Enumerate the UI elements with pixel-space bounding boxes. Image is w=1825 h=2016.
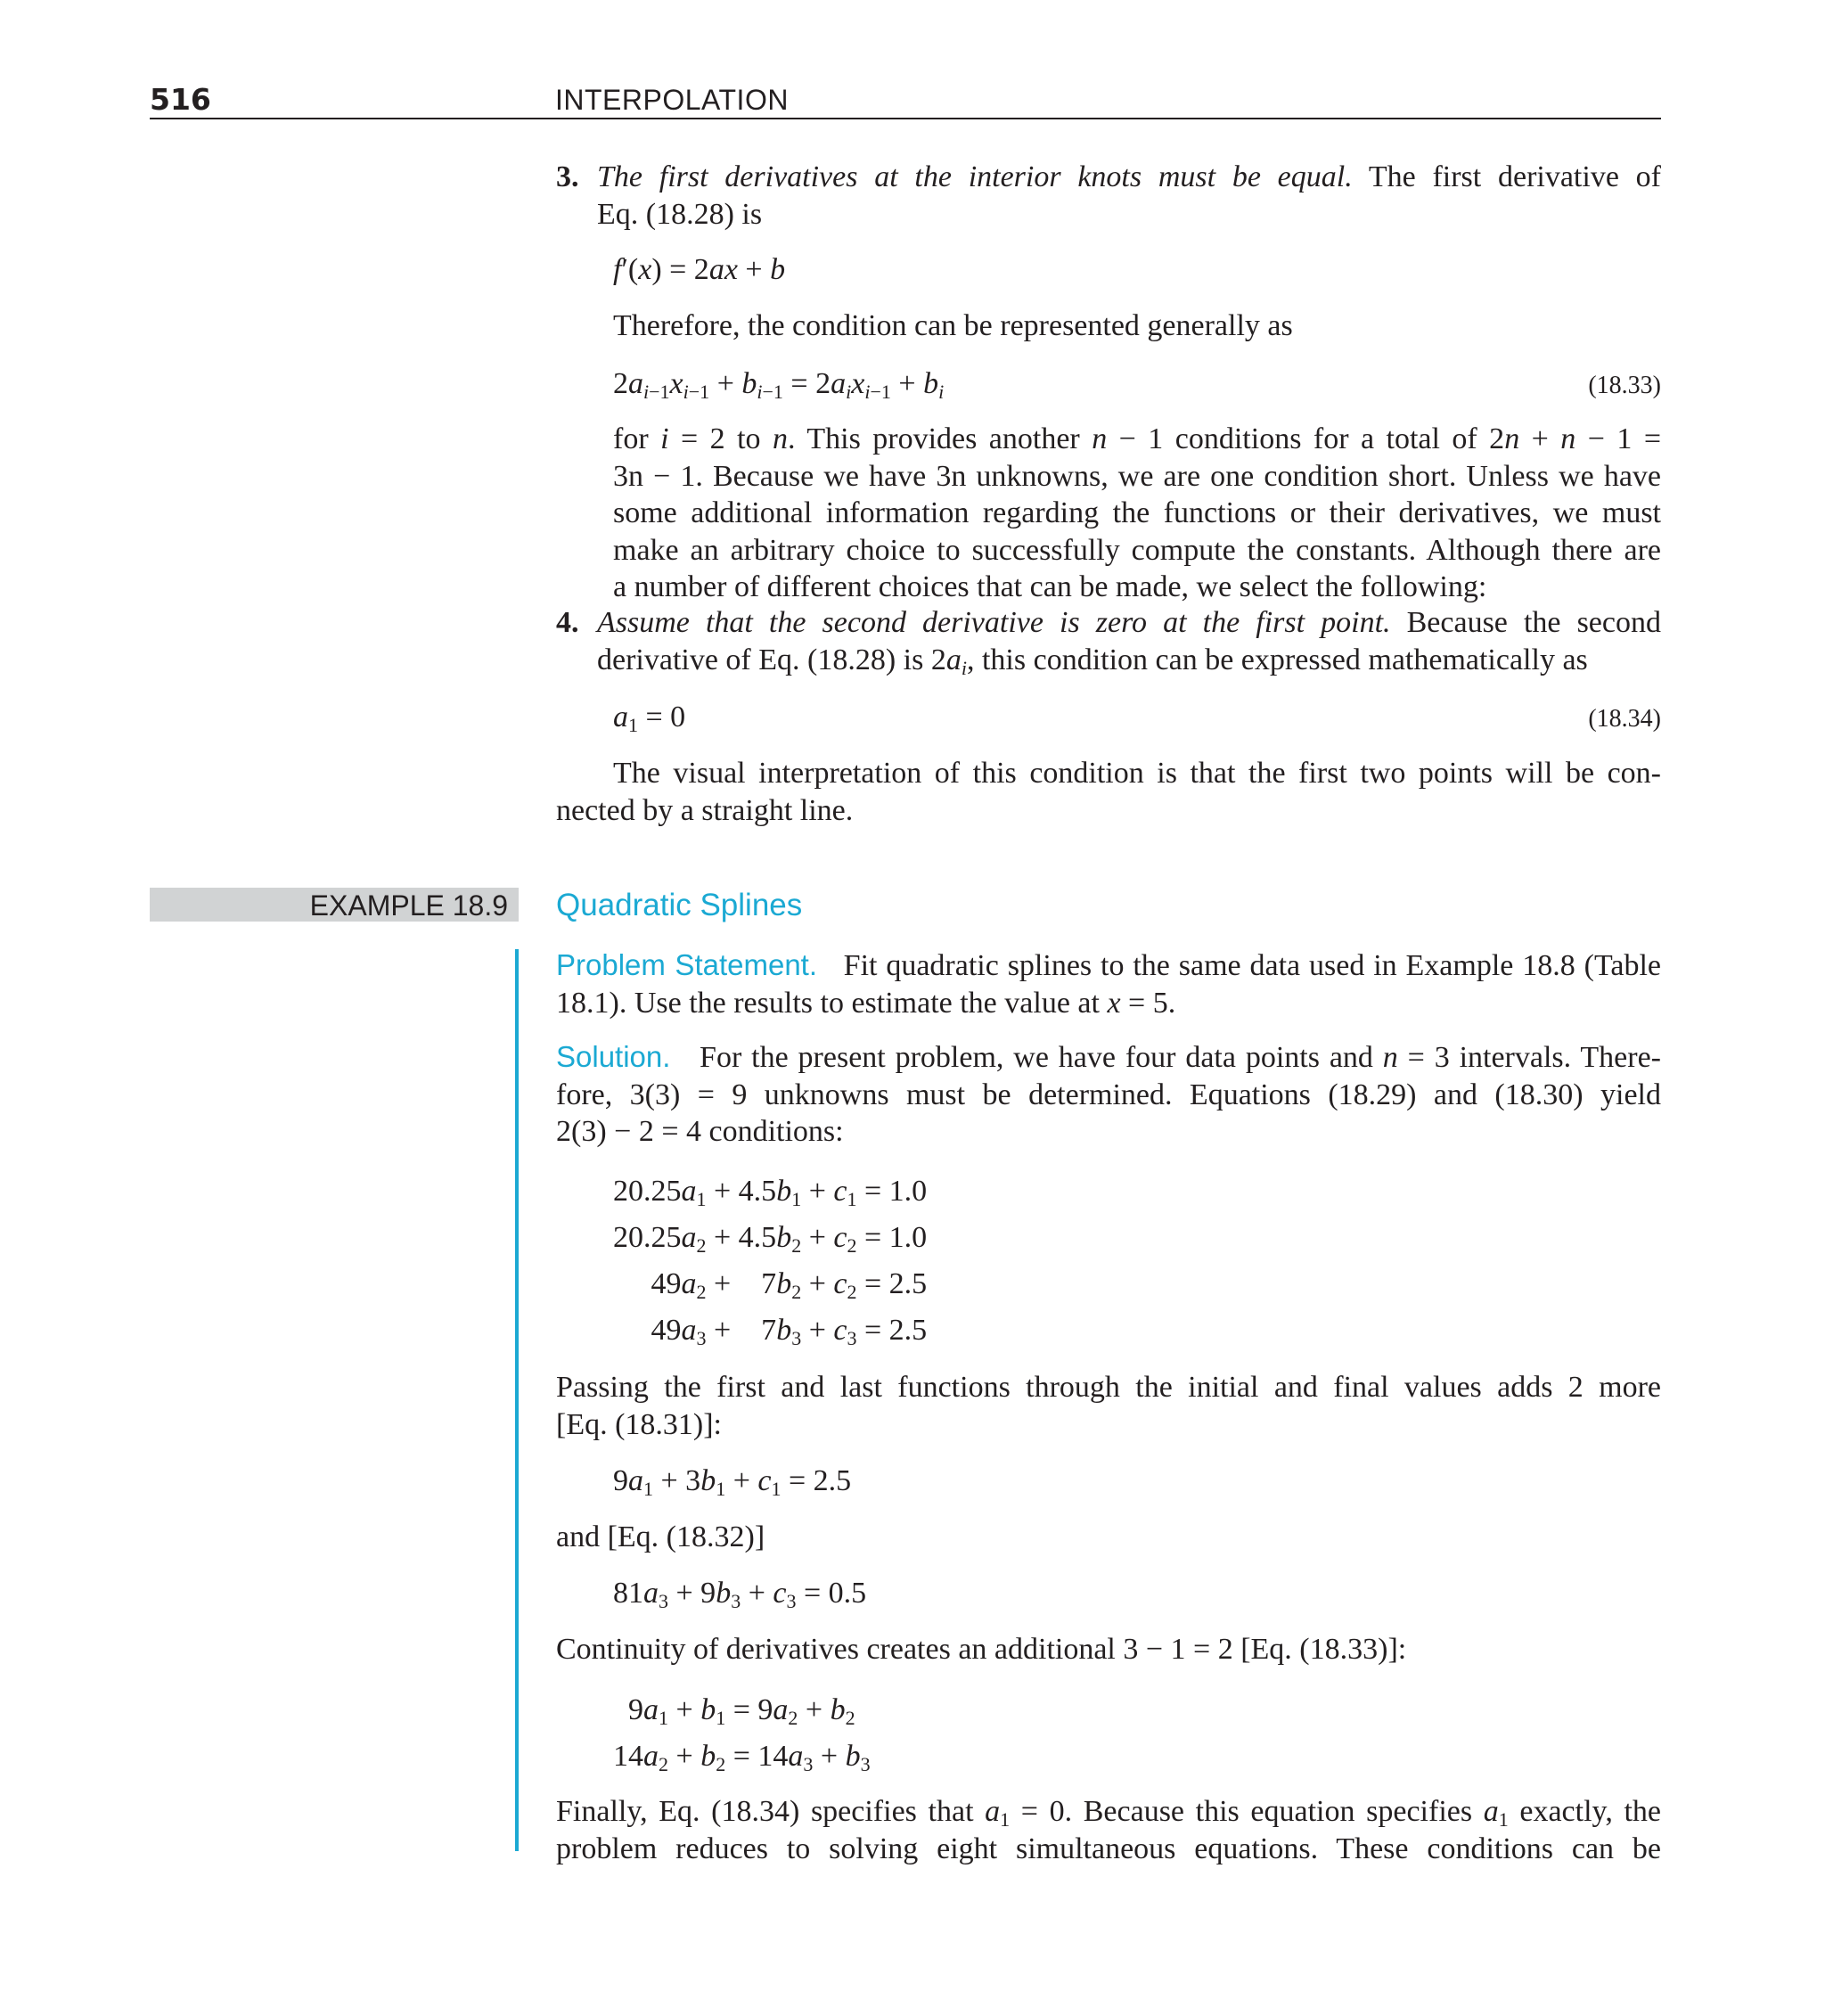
- item-4: [556, 604, 1661, 678]
- eq-18-33: $2a_{i-1}x_{i-1} + b_{i-1} = 2a_ix_{i-1} + b_i$ (18.33): [613, 367, 1661, 403]
- item-4-line-2: derivative of Eq. (18.28) is $2a_i$, this condition can be expressed mathematically as: [597, 643, 1588, 679]
- solution-label: Solution.: [556, 1040, 671, 1073]
- item-3-paragraph: [556, 421, 1661, 606]
- running-head: INTERPOLATION: [555, 84, 789, 116]
- continuity-line: Continuity of derivatives creates an additional 3 − 1 = 2 [Eq. (18.33)]:: [556, 1633, 1407, 1666]
- eq-18-34: $a_1 = 0$ (18.34): [613, 701, 1661, 736]
- example-label: EXAMPLE 18.9: [309, 889, 508, 922]
- example-label-bar: [150, 888, 519, 922]
- example-side-rule: [515, 949, 519, 1851]
- solution: Solution. For the present problem, we have four data points and n = 3 intervals. There- fore, 3(3) = 9 unknowns must be determined. Equations (18.29) and (18.30) yield 2(3) − 2 = 4 conditions:: [556, 1040, 1661, 1148]
- para-line-5: a number of different choices that can be made, we select the following:: [613, 570, 1487, 603]
- example-title: Quadratic Splines: [556, 888, 803, 922]
- eq-final: $81a_3 + 9b_3 + c_3 = 0.5$: [613, 1577, 867, 1612]
- para-line-2: 3n − 1. Because we have 3n unknowns, we are one condition short. Unless we have: [613, 459, 1661, 493]
- problem-statement-label: Problem Statement.: [556, 948, 818, 981]
- finally-paragraph: Finally, Eq. (18.34) specifies that $a_1 = 0$. Because this equation specifies $a_1$ exactly, the problem reduces to solving eight simultaneous equations. These conditions can be: [556, 1795, 1662, 1865]
- page-header: [150, 82, 1661, 119]
- item-4-number: 4.: [556, 606, 579, 639]
- para-line-4: make an arbitrary choice to successfully compute the constants. Although there are: [613, 533, 1661, 567]
- para-line-1: for i = 2 to n. This provides another n − 1 conditions for a total of 2n + n − 1 =: [613, 422, 1661, 455]
- item-4-heading: Assume that the second derivative is zero at the first point.: [597, 606, 1391, 639]
- page-number: 516: [150, 82, 211, 117]
- item-3-heading: The first derivatives at the interior knots must be equal.: [597, 160, 1353, 193]
- eq-number-18-33: (18.33): [1588, 372, 1661, 399]
- passing-paragraph: Passing the first and last functions through the initial and final values adds 2 more [Eq. (18.31)]:: [556, 1371, 1661, 1441]
- eq-initial: $9a_1 + 3b_1 + c_1 = 2.5$: [613, 1464, 852, 1500]
- item-3-number: 3.: [556, 160, 579, 193]
- item-4-line-1: Assume that the second derivative is zero at the first point. Because the second: [597, 606, 1661, 639]
- item-3-line-1: The first derivatives at the interior knots must be equal. The first derivative of: [597, 160, 1661, 193]
- problem-statement: Problem Statement. Fit quadratic splines to the same data used in Example 18.8 (Table 18.1). Use the results to estimate the value at x = 5.: [556, 948, 1661, 1020]
- equation-system-1: $20.25a_1$ + $4.5b_1$ + $c_1 = 1.0$ $20.25a_2$ + $4.5b_2$ + $c_2 = 1.0$ $49a_2$ + $7b_2$ + $c_2 = 2.5$ $49a_3$ + $7b_3$ + $c_3 = 2.5$: [613, 1175, 928, 1349]
- visual-interpretation: The visual interpretation of this condition is that the first two points will be con- nected by a straight line.: [556, 757, 1661, 827]
- eq-number-18-34: (18.34): [1588, 705, 1661, 733]
- equation-system-2: $9a_1$ + $b_1 = 9a_2 + b_2$ $14a_2$ + $b_2 = 14a_3 + b_3$: [613, 1693, 871, 1775]
- and-eq-line: and [Eq. (18.32)]: [556, 1520, 765, 1553]
- item-3-line-2: Eq. (18.28) is: [597, 197, 763, 231]
- eq-fprime: f′(x) = 2ax + b: [613, 253, 786, 286]
- para-line-3: some additional information regarding the functions or their derivatives, we must: [613, 496, 1661, 529]
- therefore-line: Therefore, the condition can be represented generally as: [613, 309, 1293, 342]
- item-3: [556, 159, 1661, 233]
